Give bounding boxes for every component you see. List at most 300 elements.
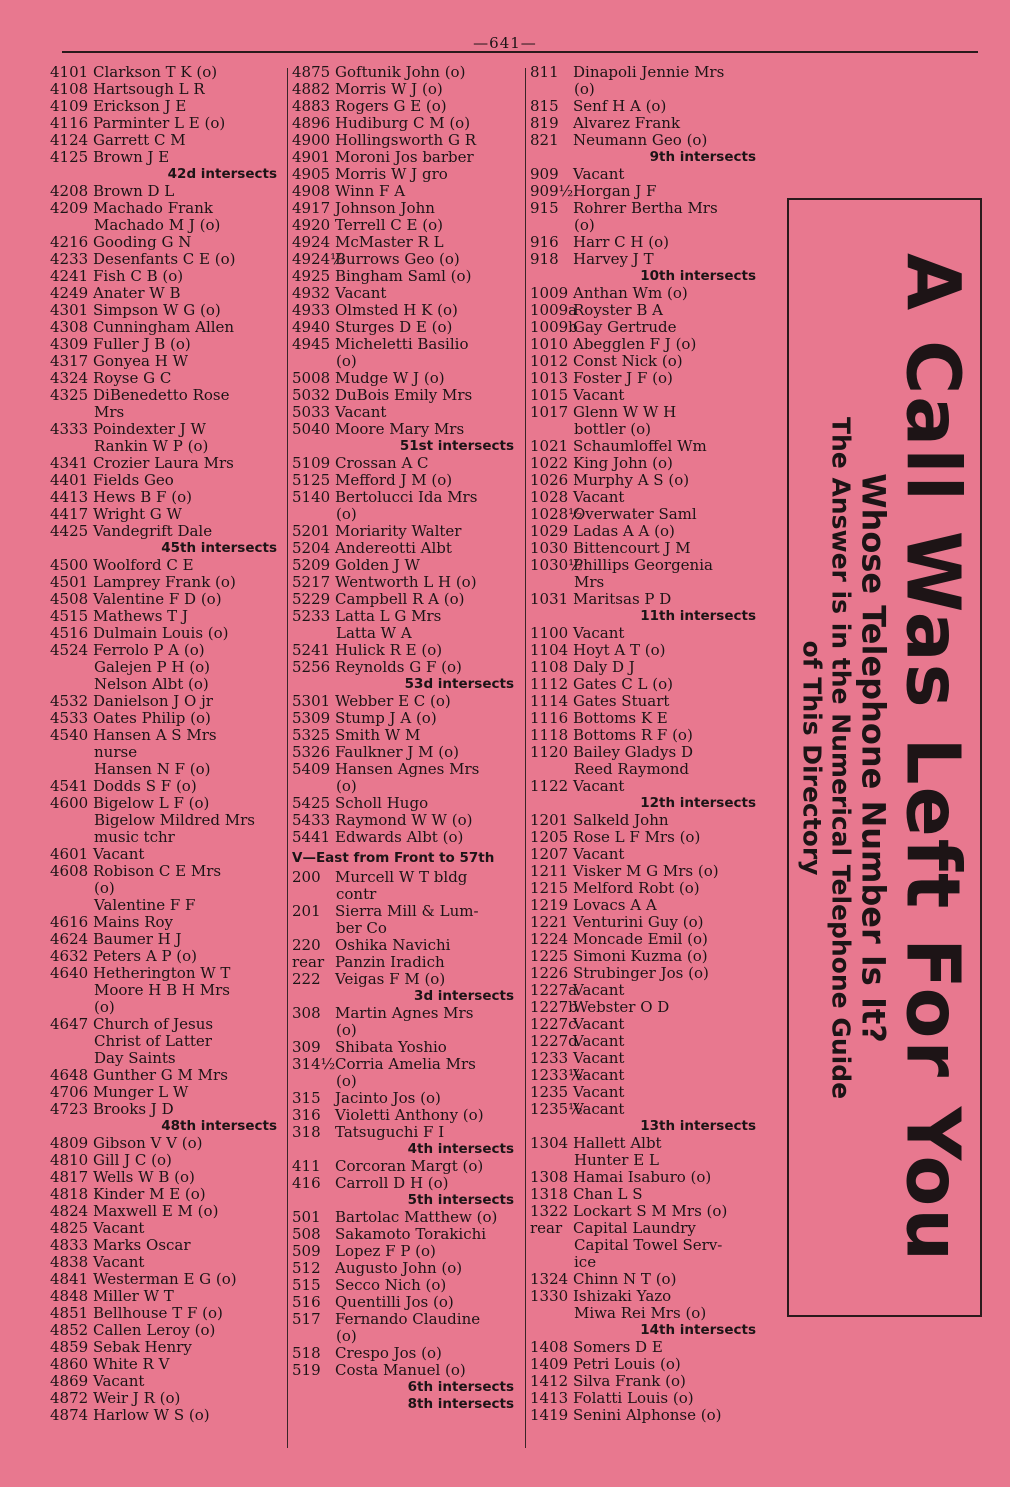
listing-continuation: nurse <box>94 743 138 761</box>
listing-continuation: music tchr <box>94 828 175 846</box>
house-number: 4249 <box>50 284 89 302</box>
house-number: 4124 <box>50 131 89 149</box>
house-number: 918 <box>530 250 559 268</box>
house-number: 1233 <box>530 1049 569 1067</box>
house-number: 5409 <box>292 760 331 778</box>
listing-row <box>50 863 285 880</box>
listing-row <box>292 336 520 353</box>
listing-row <box>292 1260 520 1277</box>
listing-row <box>292 302 520 319</box>
listing-row <box>50 1373 285 1390</box>
listing-row <box>530 166 762 183</box>
listing-row <box>530 336 762 353</box>
listing-row <box>292 1243 520 1260</box>
listing-row <box>50 1271 285 1288</box>
house-number: 5201 <box>292 522 331 540</box>
house-number: 4508 <box>50 590 89 608</box>
house-number: 4308 <box>50 318 89 336</box>
house-number: 501 <box>292 1208 321 1226</box>
listing-row <box>50 234 285 251</box>
page-number: —641— <box>473 34 537 52</box>
listing-row <box>50 472 285 489</box>
house-number: 4116 <box>50 114 89 132</box>
resident-name: Somers D E <box>573 1338 663 1356</box>
house-number: 4925 <box>292 267 331 285</box>
resident-name: Cunningham Allen <box>93 318 235 336</box>
listing-row <box>530 778 762 795</box>
house-number: 1015 <box>530 386 569 404</box>
listing-row <box>530 863 762 880</box>
listing-row <box>50 251 285 268</box>
house-number: 4723 <box>50 1100 89 1118</box>
listing-row <box>530 659 762 676</box>
house-number: 1009 <box>530 284 569 302</box>
resident-name: Anater W B <box>93 284 181 302</box>
house-number: 4901 <box>292 148 331 166</box>
house-number: 4640 <box>50 964 89 982</box>
house-number: 5326 <box>292 743 331 761</box>
listing-row <box>292 285 520 302</box>
house-number: 4908 <box>292 182 331 200</box>
resident-name: Westerman E G (o) <box>93 1270 237 1288</box>
intersect-heading: 14th intersects <box>640 1322 756 1338</box>
resident-name: Jacinto Jos (o) <box>335 1089 441 1107</box>
resident-name: Oshika Navichi <box>335 936 451 954</box>
listing-row <box>292 795 520 812</box>
house-number: 4101 <box>50 63 89 81</box>
listing-row <box>292 540 520 557</box>
house-number: 4533 <box>50 709 89 727</box>
listing-continuation: (o) <box>336 777 357 795</box>
house-number: 4896 <box>292 114 331 132</box>
house-number: 4208 <box>50 182 89 200</box>
resident-name: Clarkson T K (o) <box>93 63 218 81</box>
house-number: 4833 <box>50 1236 89 1254</box>
resident-name: Schaumloffel Wm <box>573 437 707 455</box>
house-number: 4616 <box>50 913 89 931</box>
house-number: 308 <box>292 1004 321 1022</box>
house-number: 4838 <box>50 1253 89 1271</box>
house-number: 819 <box>530 114 559 132</box>
resident-name: Hansen Agnes Mrs <box>335 760 480 778</box>
resident-name: Burrows Geo (o) <box>335 250 460 268</box>
column-divider <box>287 68 288 1448</box>
resident-name: McMaster R L <box>335 233 444 251</box>
house-number: 1118 <box>530 726 569 744</box>
house-number: 915 <box>530 199 559 217</box>
intersect-heading: 4th intersects <box>407 1141 514 1157</box>
house-number: 1017 <box>530 403 569 421</box>
resident-name: Brooks J D <box>93 1100 174 1118</box>
listing-row <box>530 812 762 829</box>
resident-name: Moroni Jos barber <box>335 148 474 166</box>
resident-name: Chinn N T (o) <box>573 1270 677 1288</box>
listing-continuation: Miwa Rei Mrs (o) <box>574 1304 707 1322</box>
listing-row <box>530 319 762 336</box>
listing-row <box>50 1084 285 1101</box>
column-divider <box>525 68 526 1448</box>
house-number: 815 <box>530 97 559 115</box>
advertisement-line: of This Directory <box>797 640 827 875</box>
house-number: 4852 <box>50 1321 89 1339</box>
resident-name: Peters A P (o) <box>93 947 198 965</box>
house-number: 4817 <box>50 1168 89 1186</box>
resident-name: Lockart S M Mrs (o) <box>573 1202 728 1220</box>
listing-row <box>292 98 520 115</box>
resident-name: Daly D J <box>573 658 635 676</box>
house-number: 1324 <box>530 1270 569 1288</box>
resident-name: Hollingsworth G R <box>335 131 477 149</box>
listing-row <box>530 1220 762 1237</box>
listing-row <box>530 285 762 302</box>
listing-row <box>530 1203 762 1220</box>
listing-row <box>50 319 285 336</box>
house-number: 4341 <box>50 454 89 472</box>
listing-row <box>530 1135 762 1152</box>
house-number: 512 <box>292 1259 321 1277</box>
listing-row <box>50 115 285 132</box>
resident-name: Corcoran Margt (o) <box>335 1157 484 1175</box>
listing-continuation: Hansen N F (o) <box>94 760 211 778</box>
listing-row <box>292 829 520 846</box>
resident-name: Quentilli Jos (o) <box>335 1293 454 1311</box>
resident-name: Sakamoto Torakichi <box>335 1225 487 1243</box>
listing-row <box>292 1294 520 1311</box>
resident-name: Maxwell E M (o) <box>93 1202 219 1220</box>
listing-row <box>50 642 285 659</box>
house-number: 416 <box>292 1174 321 1192</box>
house-number: 4648 <box>50 1066 89 1084</box>
resident-name: Vacant <box>573 1100 625 1118</box>
house-number: 1116 <box>530 709 569 727</box>
listing-row <box>530 1407 762 1424</box>
intersect-heading: 45th intersects <box>161 540 277 556</box>
listing-row <box>530 506 762 523</box>
house-number: 5425 <box>292 794 331 812</box>
resident-name: Vandegrift Dale <box>93 522 213 540</box>
resident-name: Andereotti Albt <box>335 539 452 557</box>
listing-row <box>50 1237 285 1254</box>
resident-name: Hetherington W T <box>93 964 231 982</box>
listing-row <box>292 1107 520 1124</box>
listing-continuation: (o) <box>574 216 595 234</box>
resident-name: Johnson John <box>335 199 435 217</box>
directory-column-2 <box>292 64 520 1413</box>
listing-row <box>530 1169 762 1186</box>
listing-row <box>530 455 762 472</box>
house-number: 4317 <box>50 352 89 370</box>
house-number: 4924½ <box>292 250 345 268</box>
intersect-heading: 9th intersects <box>649 149 756 165</box>
listing-row <box>292 744 520 761</box>
resident-name: Costa Manuel (o) <box>335 1361 466 1379</box>
directory-column-3 <box>530 64 762 1424</box>
listing-row <box>50 1169 285 1186</box>
listing-continuation: (o) <box>336 1327 357 1345</box>
resident-name: Hudiburg C M (o) <box>335 114 471 132</box>
resident-name: Bingham Saml (o) <box>335 267 472 285</box>
listing-row <box>530 744 762 761</box>
resident-name: Dulmain Louis (o) <box>93 624 229 642</box>
resident-name: Vacant <box>93 1372 145 1390</box>
listing-row <box>530 591 762 608</box>
listing-row <box>292 1005 520 1022</box>
house-number: 4920 <box>292 216 331 234</box>
house-number: 1009b <box>530 318 578 336</box>
house-number: 5229 <box>292 590 331 608</box>
listing-row <box>530 98 762 115</box>
house-number: 5241 <box>292 641 331 659</box>
resident-name: Murphy A S (o) <box>573 471 690 489</box>
house-number: 4324 <box>50 369 89 387</box>
resident-name: Erickson J E <box>93 97 187 115</box>
resident-name: Munger L W <box>93 1083 189 1101</box>
listing-row <box>50 81 285 98</box>
listing-row <box>292 591 520 608</box>
house-number: 4608 <box>50 862 89 880</box>
advertisement-headline: A Call Was Left For You <box>889 252 976 1263</box>
listing-row <box>50 1152 285 1169</box>
house-number: 4706 <box>50 1083 89 1101</box>
resident-name: Vacant <box>93 1253 145 1271</box>
house-number: 4333 <box>50 420 89 438</box>
listing-continuation: Galejen P H (o) <box>94 658 211 676</box>
listing-row <box>530 489 762 506</box>
listing-row <box>50 1339 285 1356</box>
house-number: 519 <box>292 1361 321 1379</box>
listing-row <box>292 574 520 591</box>
listing-row <box>50 149 285 166</box>
resident-name: King John (o) <box>573 454 673 472</box>
listing-continuation: Moore H B H Mrs <box>94 981 230 999</box>
listing-row <box>530 1271 762 1288</box>
house-number: 4825 <box>50 1219 89 1237</box>
listing-row <box>530 1016 762 1033</box>
house-number: 1021 <box>530 437 569 455</box>
resident-name: Senini Alphonse (o) <box>573 1406 722 1424</box>
listing-row <box>292 234 520 251</box>
listing-row <box>530 1356 762 1373</box>
house-number: 5301 <box>292 692 331 710</box>
house-number: 1224 <box>530 930 569 948</box>
house-number: 1322 <box>530 1202 569 1220</box>
house-number: 1029 <box>530 522 569 540</box>
resident-name: Callen Leroy (o) <box>93 1321 216 1339</box>
resident-name: Raymond W W (o) <box>335 811 473 829</box>
listing-row <box>50 693 285 710</box>
house-number: 821 <box>530 131 559 149</box>
listing-row <box>292 1056 520 1073</box>
house-number: 1235 <box>530 1083 569 1101</box>
listing-row <box>292 523 520 540</box>
listing-row <box>292 1226 520 1243</box>
house-number: 4216 <box>50 233 89 251</box>
listing-row <box>530 540 762 557</box>
resident-name: Vacant <box>573 1083 625 1101</box>
house-number: 4500 <box>50 556 89 574</box>
listing-row <box>292 64 520 81</box>
listing-row <box>530 472 762 489</box>
listing-row <box>530 982 762 999</box>
listing-row <box>292 1158 520 1175</box>
intersect-heading: 5th intersects <box>407 1192 514 1208</box>
listing-row <box>50 64 285 81</box>
house-number: 1112 <box>530 675 569 693</box>
resident-name: Weir J R (o) <box>93 1389 181 1407</box>
directory-column-1 <box>50 64 285 1424</box>
listing-row <box>50 336 285 353</box>
listing-continuation: Rankin W P (o) <box>94 437 209 455</box>
house-number: 4851 <box>50 1304 89 1322</box>
listing-row <box>530 183 762 200</box>
house-number: 1308 <box>530 1168 569 1186</box>
house-number: 1227a <box>530 981 578 999</box>
resident-name: Mefford J M (o) <box>335 471 453 489</box>
resident-name: Mudge W J (o) <box>335 369 445 387</box>
house-number: 1009a <box>530 301 578 319</box>
listing-row <box>50 608 285 625</box>
listing-row <box>50 948 285 965</box>
house-number: 5109 <box>292 454 331 472</box>
resident-name: Vacant <box>93 845 145 863</box>
listing-row <box>292 149 520 166</box>
resident-name: Wright G W <box>93 505 182 523</box>
listing-row <box>292 557 520 574</box>
resident-name: Ishizaki Yazo <box>573 1287 672 1305</box>
listing-row <box>292 166 520 183</box>
house-number: 4532 <box>50 692 89 710</box>
resident-name: Vacant <box>573 981 625 999</box>
house-number: 508 <box>292 1225 321 1243</box>
house-number: 4940 <box>292 318 331 336</box>
house-number: 4425 <box>50 522 89 540</box>
resident-name: Moncade Emil (o) <box>573 930 708 948</box>
house-number: 1304 <box>530 1134 569 1152</box>
listing-continuation: bottler (o) <box>574 420 652 438</box>
house-number: 4883 <box>292 97 331 115</box>
resident-name: Woolford C E <box>93 556 194 574</box>
resident-name: Folatti Louis (o) <box>573 1389 694 1407</box>
listing-row <box>50 1067 285 1084</box>
house-number: 1010 <box>530 335 569 353</box>
house-number: 220 <box>292 936 321 954</box>
house-number: 200 <box>292 868 321 886</box>
intersect-heading: 8th intersects <box>407 1396 514 1412</box>
house-number: 1419 <box>530 1406 569 1424</box>
listing-continuation: (o) <box>336 1072 357 1090</box>
resident-name: Petri Louis (o) <box>573 1355 681 1373</box>
listing-row <box>50 574 285 591</box>
resident-name: Gunther G M Mrs <box>93 1066 228 1084</box>
resident-name: Ladas A A (o) <box>573 522 675 540</box>
resident-name: Latta L G Mrs <box>335 607 442 625</box>
house-number: 1028½ <box>530 505 583 523</box>
advertisement-subhead: Whose Telephone Number Is It? <box>854 472 893 1043</box>
listing-row <box>292 455 520 472</box>
resident-name: Brown D L <box>93 182 175 200</box>
listing-row <box>292 319 520 336</box>
resident-name: Rohrer Bertha Mrs <box>573 199 718 217</box>
listing-row <box>530 438 762 455</box>
resident-name: Winn F A <box>335 182 406 200</box>
house-number: 5032 <box>292 386 331 404</box>
house-number: 1215 <box>530 879 569 897</box>
listing-row <box>530 1084 762 1101</box>
resident-name: Stump J A (o) <box>335 709 437 727</box>
house-number: 4309 <box>50 335 89 353</box>
house-number: 1219 <box>530 896 569 914</box>
listing-row <box>292 268 520 285</box>
house-number: rear <box>292 953 325 971</box>
house-number: 4241 <box>50 267 89 285</box>
listing-continuation: (o) <box>336 1021 357 1039</box>
house-number: 1211 <box>530 862 569 880</box>
resident-name: Anthan Wm (o) <box>573 284 688 302</box>
resident-name: Sierra Mill & Lum- <box>335 902 479 920</box>
listing-row <box>530 914 762 931</box>
house-number: 1026 <box>530 471 569 489</box>
listing-row <box>292 727 520 744</box>
listing-row <box>530 115 762 132</box>
house-number: 315 <box>292 1089 321 1107</box>
listing-row <box>50 965 285 982</box>
house-number: 1100 <box>530 624 569 642</box>
resident-name: Venturini Guy (o) <box>573 913 704 931</box>
listing-row <box>292 387 520 404</box>
house-number: 4601 <box>50 845 89 863</box>
resident-name: Terrell C E (o) <box>335 216 443 234</box>
resident-name: Lovacs A A <box>573 896 657 914</box>
listing-row <box>50 591 285 608</box>
house-number: 1104 <box>530 641 569 659</box>
resident-name: Vacant <box>573 1049 625 1067</box>
house-number: 1022 <box>530 454 569 472</box>
listing-row <box>50 1322 285 1339</box>
resident-name: Bartolac Matthew (o) <box>335 1208 498 1226</box>
listing-row <box>50 285 285 302</box>
resident-name: Parminter L E (o) <box>93 114 226 132</box>
resident-name: Chan L S <box>573 1185 643 1203</box>
listing-row <box>530 200 762 217</box>
resident-name: Visker M G Mrs (o) <box>573 862 719 880</box>
resident-name: Poindexter J W <box>93 420 206 438</box>
resident-name: Hartsough L R <box>93 80 205 98</box>
listing-continuation: Hunter E L <box>574 1151 659 1169</box>
advertisement-line: The Answer is in the Numerical Telephone Guide <box>826 416 856 1099</box>
house-number: 5204 <box>292 539 331 557</box>
listing-row <box>530 64 762 81</box>
resident-name: Garrett C M <box>93 131 186 149</box>
house-number: 4860 <box>50 1355 89 1373</box>
intersect-heading: 42d intersects <box>167 166 277 182</box>
house-number: 4541 <box>50 777 89 795</box>
resident-name: Kinder M E (o) <box>93 1185 206 1203</box>
resident-name: Overwater Saml <box>573 505 697 523</box>
listing-row <box>530 846 762 863</box>
listing-row <box>292 183 520 200</box>
house-number: 201 <box>292 902 321 920</box>
resident-name: Harlow W S (o) <box>93 1406 210 1424</box>
resident-name: Bertolucci Ida Mrs <box>335 488 478 506</box>
house-number: 309 <box>292 1038 321 1056</box>
intersect-heading: 3d intersects <box>414 988 514 1004</box>
house-number: 5256 <box>292 658 331 676</box>
resident-name: Gill J C (o) <box>93 1151 172 1169</box>
house-number: 4848 <box>50 1287 89 1305</box>
resident-name: Horgan J F <box>573 182 657 200</box>
listing-row <box>530 523 762 540</box>
resident-name: Alvarez Frank <box>573 114 681 132</box>
